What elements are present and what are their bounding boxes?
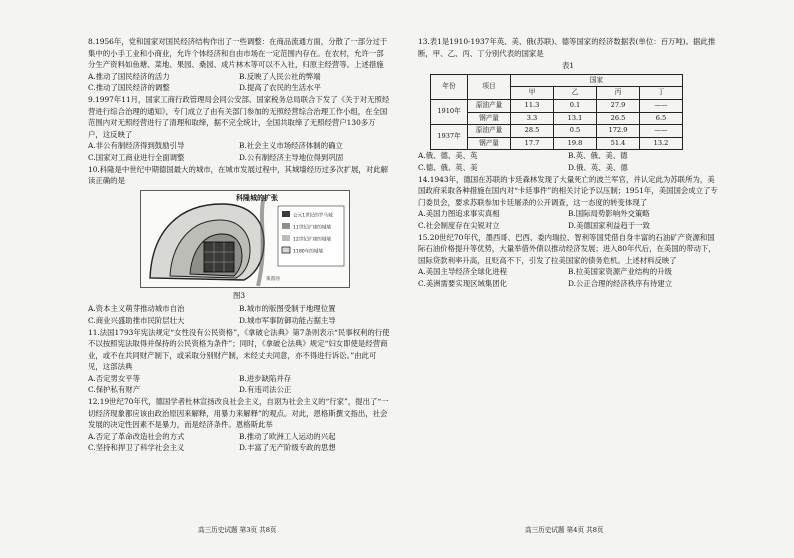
row-year-1910: 1910年 — [431, 99, 468, 124]
legend-swatch-11c — [282, 223, 290, 229]
question-11-stem: 11.法国1793年宪法规定“女性没有公民资格”，《拿破仑法典》第7条则表示“民事权利的行使不以按照宪法取得并保持的公民资格为条件”；同时，《拿破仑法典》规定“妇女即使是经营商业，或不在共同财产制下，或采取分别财产制，未经丈夫同意，亦不得进行诉讼。”由此可见，这部法典 — [88, 327, 390, 372]
question-14-option-c[interactable]: C.社会制度存在尖锐对立 — [418, 220, 500, 230]
header-year: 年份 — [431, 74, 468, 99]
cologne-map-figure — [140, 190, 350, 288]
table-1-caption: 表1 — [561, 61, 575, 71]
header-item: 项目 — [468, 74, 511, 99]
cell-value: 172.9 — [597, 125, 640, 138]
question-9-option-a[interactable]: A.非公有制经济得到鼓励引导 — [88, 141, 185, 151]
question-9-option-b[interactable]: B.社会主义市场经济体制的确立 — [239, 141, 343, 151]
question-10-option-a[interactable]: A.资本主义萌芽推动城市自治 — [88, 304, 185, 314]
cell-item: 原油产量 — [468, 125, 511, 138]
cell-item: 钢产量 — [468, 137, 511, 150]
question-10-option-c[interactable]: C.商业兴盛助推市民阶层壮大 — [88, 315, 185, 325]
question-11 — [88, 327, 390, 397]
cell-value: 28.5 — [511, 125, 554, 138]
question-14 — [418, 174, 718, 232]
cell-value: 11.3 — [511, 99, 554, 112]
cell-value: 3.3 — [511, 112, 554, 125]
cell-item: 原油产量 — [468, 99, 511, 112]
question-14-option-a[interactable]: A.美国力图追求事实真相 — [418, 209, 500, 219]
question-10-option-b[interactable]: B.城市的版图受制于地理位置 — [239, 304, 336, 314]
header-jia: 甲 — [511, 87, 554, 100]
question-13-option-d[interactable]: D.俄、英、美、德 — [568, 162, 628, 172]
economic-data-table — [430, 74, 683, 151]
page-footer-left: 高三历史试题 第3页 共8页 — [198, 526, 277, 534]
cell-value: 17.7 — [511, 137, 554, 150]
cell-value: 6.5 — [640, 112, 683, 125]
row-year-1937: 1937年 — [431, 125, 468, 150]
map-title: 科隆城的扩张 — [236, 193, 278, 202]
question-8-stem: 8.1956年，党和国家对国民经济结构作出了一些调整：在商品流通方面，分散了一部分过于集中的小手工业和小商业，允许个体经济和自由市场在一定范围内存在。在农村，允许一部分生产资料如鱼塘、菜地、果园、桑园、成片林木等可以不入社，归原主经营等。上述措施 — [88, 37, 388, 70]
legend-label-1180: 1180年的城墙 — [293, 249, 324, 255]
cell-value: 0.5 — [554, 125, 597, 138]
legend-swatch-1180 — [282, 247, 290, 253]
table-header-row — [431, 74, 683, 87]
cell-value: 27.9 — [597, 99, 640, 112]
page-footer-right: 高三历史试题 第4页 共8页 — [525, 526, 604, 534]
question-13-option-b[interactable]: B.英、俄、美、德 — [568, 151, 628, 161]
question-12 — [88, 396, 390, 454]
figure-3-caption: 图3 — [232, 290, 246, 300]
question-12-option-d[interactable]: D.丰富了无产阶级专政的思想 — [239, 443, 336, 453]
question-15-stem: 15.20世纪70年代，墨西哥、巴西、委内瑞拉、智利等国凭借自身丰富的石油矿产资源和国际石油价格提升等优势，大量举借外债以推动经济发展；进入80年代后，在美国的带动下，国际贷款利率升高，且贬高不下，引发了拉美国家的债务危机。上述材料反映了 — [418, 232, 716, 265]
cell-value: 13.1 — [554, 112, 597, 125]
right-column — [418, 36, 718, 289]
question-15 — [418, 232, 718, 290]
question-9-option-c[interactable]: C.国家对工商业进行全面调整 — [88, 152, 185, 162]
legend-label-11c: 11世纪扩建的城墙 — [293, 225, 332, 231]
question-12-option-a[interactable]: A.否定了革命改造社会的方式 — [88, 431, 185, 441]
question-9-stem: 9.1997年11月，国家工商行政管理局会同公安部、国家税务总局联合下发了《关于对无照经营进行综合治理的通知》，专门成立了由有关部门参加的无照经营综合治理工作小组，在全国范围内对无照经营进行了清理和取缔，据不完全统计，全国共取缔了无照经营户130多万户，这反映了 — [88, 94, 390, 139]
header-country: 国家 — [511, 74, 683, 87]
cell-value: 13.2 — [640, 137, 683, 150]
left-column — [88, 36, 390, 454]
question-9 — [88, 94, 390, 164]
legend-swatch-12c — [282, 235, 290, 241]
cell-value: —— — [640, 125, 683, 138]
question-15-option-c[interactable]: C.美洲需要实现区域集团化 — [418, 278, 508, 288]
cell-value: 51.4 — [597, 137, 640, 150]
question-12-option-c[interactable]: C.坚持和捍卫了科学社会主义 — [88, 443, 185, 453]
cell-item: 钢产量 — [468, 112, 511, 125]
question-8-option-b[interactable]: B.反映了人民公社的弊端 — [239, 71, 321, 81]
cell-value: 0.1 — [554, 99, 597, 112]
header-bing: 丙 — [597, 87, 640, 100]
question-12-stem: 12.19世纪70年代，德国学者杜林宣扬改良社会主义，自诩为社会主义的“行家”，提出了“一切经济现象都应该由政治原因来解释，用暴力来解释”的观点。对此，恩格斯撰文指出，社会发展的决定性因素不是暴力，而是经济条件。恩格斯此举 — [88, 397, 389, 430]
question-15-option-d[interactable]: D.公正合理的经济秩序有待建立 — [568, 278, 673, 288]
question-15-option-a[interactable]: A.美国主导经济全球化进程 — [418, 267, 507, 277]
question-9-option-d[interactable]: D.公有制经济主导地位得到巩固 — [239, 152, 344, 162]
legend-label-roman: 公元1世纪的罗马城 — [293, 213, 333, 219]
cell-value: —— — [640, 99, 683, 112]
legend-label-12c: 12世纪扩建的城墙 — [293, 237, 332, 243]
cologne-map — [140, 190, 350, 288]
question-8-option-d[interactable]: D.提高了农民的生活水平 — [239, 83, 321, 93]
question-14-option-b[interactable]: B.国际局势影响外交策略 — [568, 209, 650, 219]
legend-swatch-roman — [282, 211, 290, 217]
header-ding: 丁 — [640, 87, 683, 100]
table-row — [431, 137, 683, 150]
cell-value: 19.8 — [554, 137, 597, 150]
question-10 — [88, 164, 390, 327]
question-11-option-d[interactable]: D.有违司法公正 — [239, 385, 292, 395]
question-14-stem: 14.1943年，德国在苏联的卡廷森林发现了大量死亡的波兰军官，并认定此为苏联所为，美国政府采取各种措施在国内对“卡廷事件”的相关讨论予以压制；1951年，美国国会成立了专门委员会，要求苏联参加卡廷屠杀的公开调查，这一态度的转变体现了 — [418, 174, 718, 207]
question-15-option-b[interactable]: B.拉美国家资源产业结构的升级 — [568, 267, 672, 277]
question-10-option-d[interactable]: D.城市军事防御功能占据主导 — [239, 315, 336, 325]
question-8-option-a[interactable]: A.推动了国民经济的活力 — [88, 71, 170, 81]
river-label: 莱茵河 — [266, 276, 280, 282]
question-8-option-c[interactable]: C.推动了国民经济的调整 — [88, 83, 170, 93]
question-13 — [418, 36, 718, 174]
question-10-stem: 10.科隆是中世纪中期德国最大的城市，在城市发展过程中，其城墙经历过多次扩展，对此解读正确的是 — [88, 164, 388, 186]
question-13-option-c[interactable]: C.德、俄、英、美 — [418, 162, 478, 172]
cell-value: 26.5 — [597, 112, 640, 125]
question-13-option-a[interactable]: A.俄、德、美、英 — [418, 151, 478, 161]
table-row — [431, 125, 683, 138]
question-12-option-b[interactable]: B.推动了欧洲工人运动的兴起 — [239, 431, 336, 441]
question-11-option-a[interactable]: A.否定男女平等 — [88, 373, 141, 383]
question-8 — [88, 36, 390, 94]
question-14-option-d[interactable]: D.美德国家利益趋于一致 — [568, 220, 650, 230]
table-row — [431, 99, 683, 112]
header-yi: 乙 — [554, 87, 597, 100]
question-11-option-b[interactable]: B.进步缺陷并存 — [239, 373, 292, 383]
question-13-stem: 13.表1是1910-1937年英、美、俄(苏联)、德等国家的经济数据表(单位：百万吨)。据此推断，甲、乙、丙、丁分别代表的国家是 — [418, 37, 716, 58]
question-11-option-c[interactable]: C.保护私有财产 — [88, 385, 141, 395]
table-row — [431, 112, 683, 125]
